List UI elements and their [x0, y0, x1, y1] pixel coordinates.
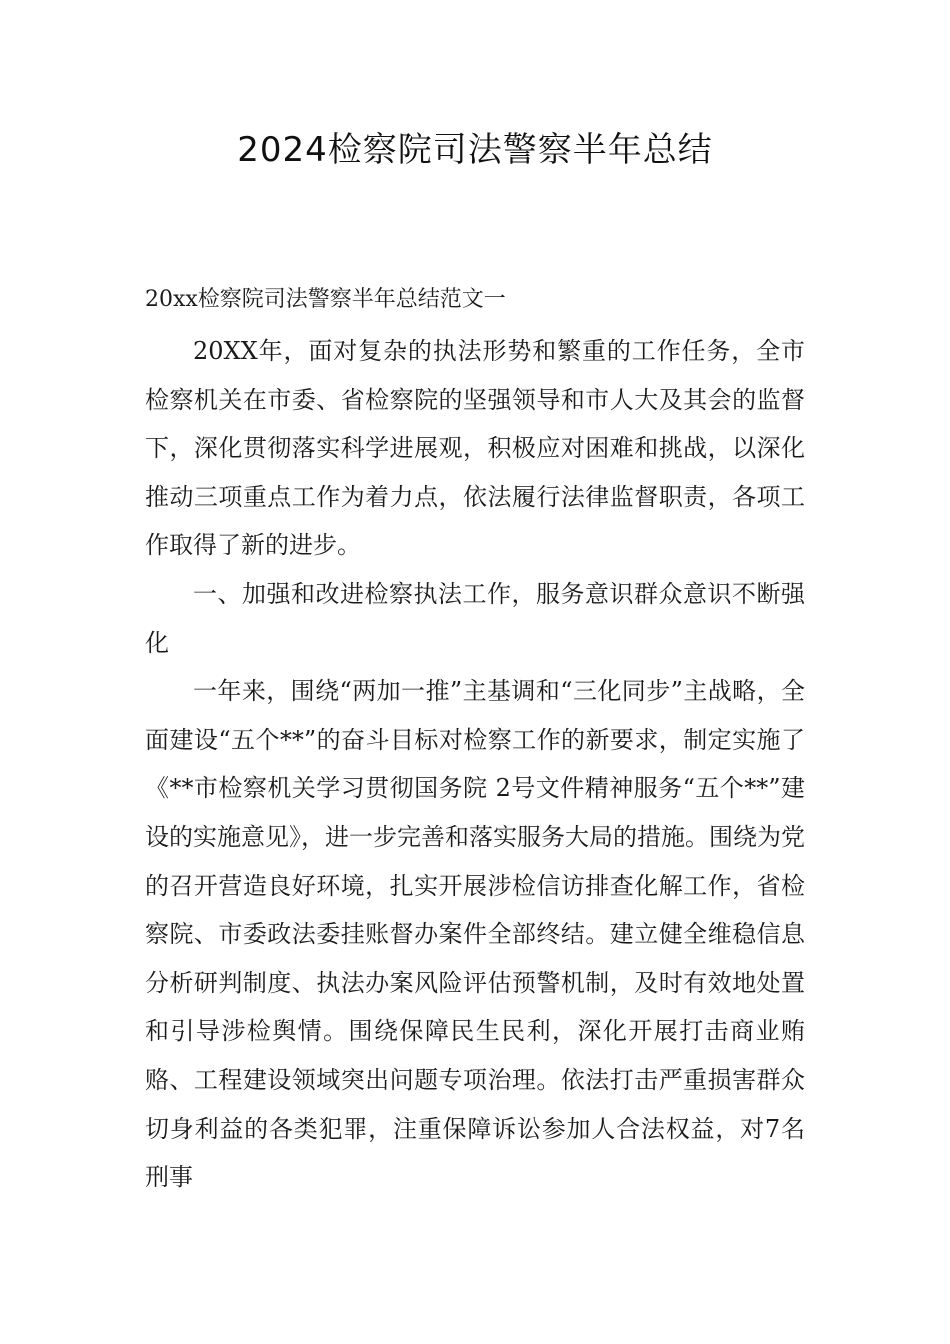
document-subtitle: 20xx检察院司法警察半年总结范文一 — [145, 287, 506, 312]
document-title: 2024检察院司法警察半年总结 — [237, 130, 713, 170]
paragraph: 20XX年，面对复杂的执法形势和繁重的工作任务，全市检察机关在市委、省检察院的坚强领导和市人大及其会的监督下，深化贯彻落实科学进展观，积极应对困难和挑战，以深化推动三项重点工作为着力点，依法履行法律监督职责，各项工作取得了新的进步。 — [145, 337, 805, 560]
section-heading: 一、加强和改进检察执法工作，服务意识群众意识不断强化 — [145, 579, 805, 657]
paragraph: 一年来，围绕“两加一推”主基调和“三化同步”主战略，全面建设“五个**”的奋斗目标对检察工作的新要求，制定实施了《**市检察机关学习贯彻国务院 2号文件精神服务“五个**”建设的实施意见》，进一步完善和落实服务大局的措施。围绕为党的召开营造良好环境，扎实开展涉检信访排查化解工作，省检察院、市委政法委挂账督办案件全部终结。建立健全维稳信息分析研判制度、执法办案风险评估预警机制，及时有效地处置和引导涉检舆情。围绕保障民生民利，深化开展打击商业贿赂、工程建设领域突出问题专项治理。依法打击严重损害群众切身利益的各类犯罪，注重保障诉讼参加人合法权益，对7名刑事 — [145, 677, 805, 1192]
document-body — [145, 327, 805, 1202]
